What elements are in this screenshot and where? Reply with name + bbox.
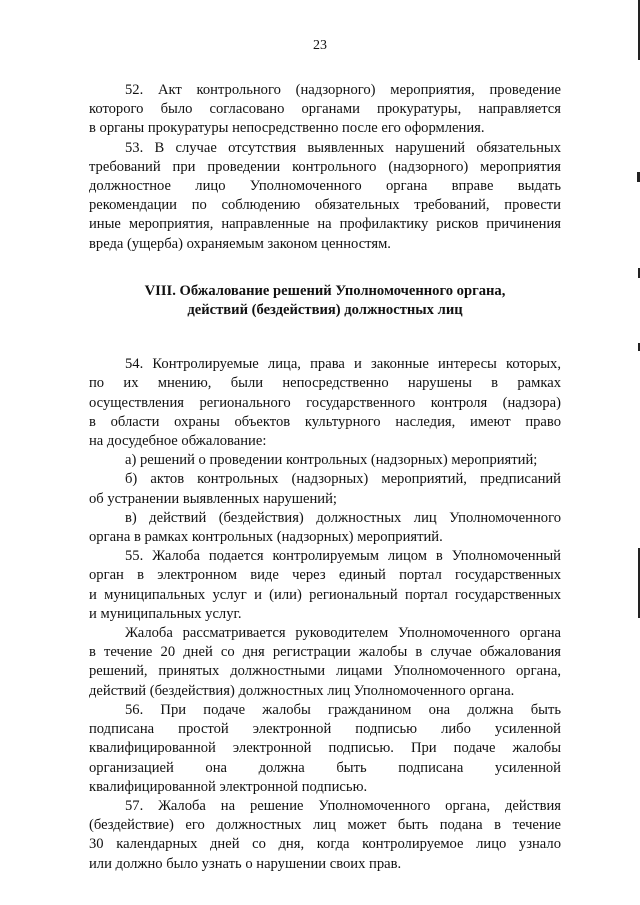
text-line: на досудебное обжалование: — [89, 433, 267, 450]
paragraph-56 — [89, 701, 561, 797]
paragraph-57 — [89, 797, 561, 874]
text-line: об устранении выявленных нарушений; — [89, 490, 337, 507]
section-heading-line: действий (бездействия) должностных лиц — [187, 302, 463, 319]
paragraph-52 — [89, 81, 561, 139]
text-line: должностное лицо Уполномоченного органа вправе выдать — [89, 178, 561, 195]
section-heading — [89, 282, 561, 320]
text-line: Жалоба рассматривается руководителем Уполномоченного органа — [125, 625, 561, 642]
paragraph-55 — [89, 547, 561, 624]
text-line: и муниципальных услуг. — [89, 605, 242, 622]
paragraph-54 — [89, 355, 561, 451]
paragraph-53 — [89, 139, 561, 254]
text-line: осуществления регионального государственного контроля (надзора) — [89, 394, 561, 411]
text-line: в органы прокуратуры непосредственно после его оформления. — [89, 120, 485, 137]
text-line: квалифицированной электронной подписью. — [89, 778, 368, 795]
text-line: б) актов контрольных (надзорных) мероприятий, предписаний — [125, 471, 561, 488]
text-line: действий (бездействия) должностных лиц Уполномоченного органа. — [89, 682, 515, 699]
text-line: требований при проведении контрольного (надзорного) мероприятия — [89, 158, 561, 175]
text-line: решений, принятых должностными лицами Уполномоченного органа, — [89, 663, 561, 680]
text-line: в течение 20 дней со дня регистрации жалобы в случае обжалования — [89, 644, 561, 661]
text-line: или должно было узнать о нарушении своих прав. — [89, 855, 402, 872]
text-line: а) решений о проведении контрольных (надзорных) мероприятий; — [125, 452, 538, 469]
text-line: и муниципальных услуг и (или) региональный портал государственных — [89, 586, 561, 603]
text-line: орган в электронном виде через единый портал государственных — [89, 567, 561, 584]
text-line: 53. В случае отсутствия выявленных нарушений обязательных — [125, 139, 561, 156]
text-line: 30 календарных дней со дня, когда контролируемое лицо узнало — [89, 836, 561, 853]
paragraph-54-c — [89, 509, 561, 547]
text-line: рекомендации по соблюдению обязательных требований, провести — [89, 197, 561, 214]
text-line: вреда (ущерба) охраняемым законом ценностям. — [89, 235, 391, 252]
paragraph-54-b — [89, 470, 561, 508]
text-line: которого было согласовано органами прокуратуры, направляется — [89, 101, 561, 118]
text-line: 55. Жалоба подается контролируемым лицом в Уполномоченный — [125, 548, 561, 565]
text-line: в) действий (бездействия) должностных лиц Уполномоченного — [125, 509, 561, 526]
document-body — [89, 81, 561, 874]
page-number: 23 — [313, 38, 327, 53]
paragraph-55-review — [89, 624, 561, 701]
text-line: 52. Акт контрольного (надзорного) мероприятия, проведение — [125, 82, 561, 98]
text-line: 57. Жалоба на решение Уполномоченного органа, действия — [125, 797, 561, 814]
text-line: иные мероприятия, направленные на профилактику рисков причинения — [89, 216, 561, 233]
text-line: органа в рамках контрольных (надзорных) мероприятий. — [89, 529, 443, 546]
text-line: по их мнению, были непосредственно нарушены в рамках — [89, 375, 561, 392]
text-line: (бездействие) его должностных лиц может быть подана в течение — [89, 817, 561, 834]
text-line: квалифицированной электронной подписью. При подаче жалобы — [89, 740, 561, 757]
section-heading-line: VIII. Обжалование решений Уполномоченного органа, — [144, 282, 506, 299]
text-line: подписана простой электронной подписью либо усиленной — [89, 721, 561, 738]
text-line: 54. Контролируемые лица, права и законные интересы которых, — [125, 356, 561, 373]
text-line: 56. При подаче жалобы гражданином она должна быть — [125, 701, 561, 718]
text-line: организацией она должна быть подписана усиленной — [89, 759, 561, 776]
text-line: в области охраны объектов культурного наследия, имеют право — [89, 413, 561, 430]
paragraph-54-a — [89, 451, 561, 470]
